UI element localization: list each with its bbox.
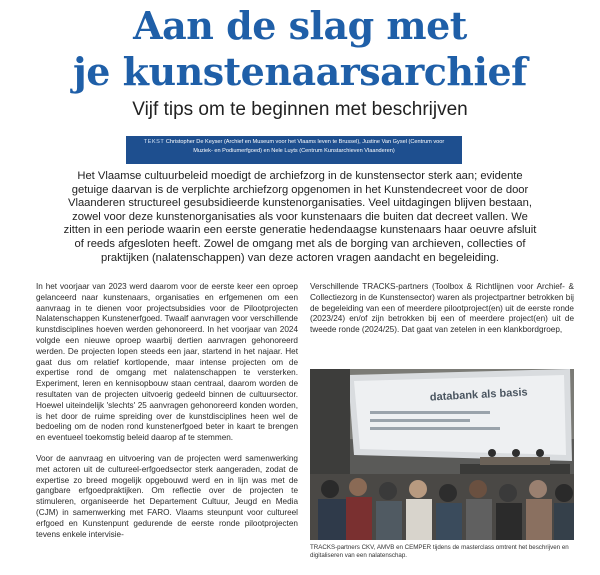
right-paragraph-1: Verschillende TRACKS-partners (Toolbox & Richtlijnen voor Archief- & Collectiezorg in de Kunstensector) waren als projectpartner betrokken bij de begeleiding van een of meerdere pilootproject(en) uit de eerste ronde (2023/24) en/of zijn betrokken bij een of meerdere project(en) uit de tweede ronde (2024/25). Dat gaat van zetelen in een klankbordgroep,: [310, 282, 574, 335]
masterclass-photo-illustration: [310, 369, 574, 540]
right-column: [310, 282, 574, 346]
author-credits: [126, 136, 462, 164]
article-subtitle: Vijf tips om te beginnen met beschrijven: [132, 99, 468, 120]
masterclass-photo: [310, 369, 574, 540]
photo-caption: TRACKS-partners CKV, AMVB en CEMPER tijdens de masterclass omtrent het beschrijven en digitaliseren van een nalatenschap.: [310, 544, 569, 560]
article-title-line-1: Aan de slag met: [133, 3, 467, 48]
left-column: [36, 282, 298, 550]
article-title-line-2: je kunstenaarsarchief: [72, 49, 528, 94]
intro-paragraph: Het Vlaamse cultuurbeleid moedigt de archiefzorg in de kunstensector sterk aan; evidente getuige daarvan is de verplichte archiefzorg opgenomen in het Kunstendecreet voor de door Vlaanderen structureel gesubsidieerde kunstenorganisaties. Veel uitdagingen blijven bestaan, zowel voor deze kunstenorganisaties als voor kunstenaars die buiten dat decreet vallen. We zitten in een periode waarin een eerste generatie hedendaagse kunstenaars haar oeuvre afsluit of reeds afgesloten heeft. Zowel de omgang met als de borging van archieven, collecties of praktijken (nalatenschappen) van deze actoren vragen aandacht en begeleiding.: [63, 170, 537, 264]
credits-label: TEKST: [143, 139, 165, 145]
credits-text: Christopher De Keyser (Archief en Museum voor het Vlaams leven te Brussel), Justine Van Gysel (Centrum voor Muziek- en Podiumerfgoed) en Nele Luyts (Centrum Kunstarchieven Vlaanderen): [165, 139, 445, 154]
left-paragraph-1: In het voorjaar van 2023 werd daarom voor de eerste keer een oproep gelanceerd naar kunstenaars, organisaties en erfgemenen om een aanvraag in te dienen voor projectsubsidies voor de Pilootprojecten Nalatenschappen Kunstenerfgoed. Twaalf aanvragen voor verschillende kunstdisciplines hoeven werden gehonoreerd. In het voorjaar van 2024 volgde een nieuwe oproep waarbij dertien aanvragen gehonoreerd werden. De projecten lopen steeds een jaar, startend in het najaar. Het gaat dus om relatief kortlopende, maar intense projecten om de expertise rond de omgang met nalatenschappen te versterken. Experiment, leren en kennisopbouw staan centraal, daarom worden de resultaten van de projecten uitvoerig gedeeld binnen de cultuursector. Hoewel uiteindelijk 'slechts' 25 aanvragen gehonoreerd konden worden, is het door de ruime spreiding over de kunstdisciplines heen wel de bedoeling om de noden rond kunstenerfgoed beter in kaart te brengen en eventueel toekomstig beleid daarop af te stemmen.: [36, 282, 298, 443]
left-paragraph-2: Voor de aanvraag en uitvoering van de projecten werd samenwerking met actoren uit de cultureel-erfgoedsector sterk aangeraden, zodat de expertise zo breed mogelijk opgebouwd werd en in lijn was met de gangbare erfgoedpraktijken. Om reflectie over de projecten te stimuleren, organiseerde het Departement Cultuur, Jeugd en Media (CJM) in samenwerking met FARO. Vlaams steunpunt voor cultureel erfgoed en Kunstenpunt gedurende de eerste ronde pilootprojecten tevens enkele intervisie-: [36, 453, 298, 539]
slide-title-text: databank als basis: [429, 386, 528, 404]
